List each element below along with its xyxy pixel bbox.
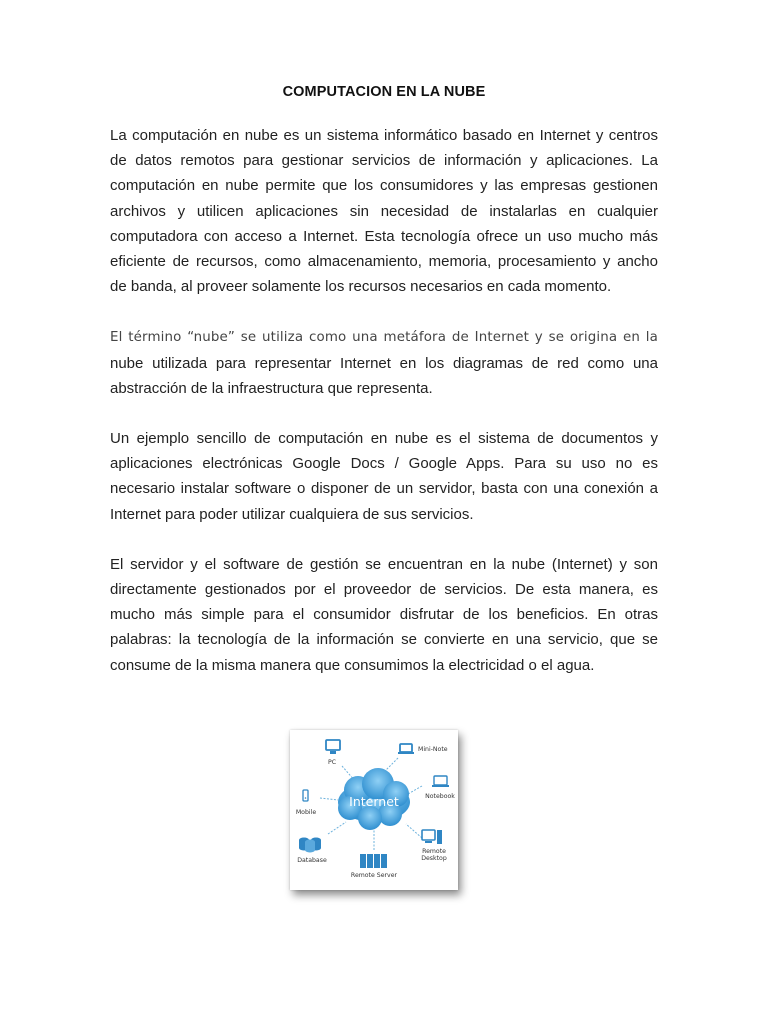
remote-desktop-label-line2: Desktop xyxy=(421,855,447,862)
mini-note-label: Mini-Note xyxy=(418,746,448,753)
paragraph-metaphor-rest: nube utilizada para representar Internet en los diagramas de red como una abstracción de la infraestructura que representa. xyxy=(110,354,658,397)
paragraph-example: Un ejemplo sencillo de computación en nube es el sistema de documentos y aplicaciones electrónicas Google Docs / Google Apps. Para su uso no es necesario instalar software o disponer de un servidor, basta con una conexión a Internet para poder utilizar cualquiera de sus servicios. xyxy=(110,430,658,523)
database-label: Database xyxy=(297,857,327,864)
internet-cloud xyxy=(338,768,410,830)
pc-label: PC xyxy=(327,759,337,766)
paragraph-server: El servidor y el software de gestión se encuentran en la nube (Internet) y son directamente gestionados por el proveedor de servicios. De esta manera, es mucho más simple para el consumidor disfrutar de los beneficios. En otras palabras: la tecnología de la información se convierte en una servicio, que se consume de la misma manera que consumimos la electricidad o el agua. xyxy=(110,555,658,674)
document-title: COMPUTACION EN LA NUBE xyxy=(282,84,486,100)
paragraph-metaphor-lead: El término “nube” se utiliza como una metáfora de Internet y se origina en la xyxy=(110,330,658,346)
mini-note-icon xyxy=(398,744,414,754)
notebook-icon xyxy=(432,776,449,787)
database-icon xyxy=(299,838,321,853)
cloud-label: Internet xyxy=(349,794,399,809)
remote-server-icon xyxy=(360,854,387,868)
pc-icon xyxy=(326,740,340,754)
cloud-diagram-figure xyxy=(290,730,458,890)
paragraph-metaphor xyxy=(110,324,658,401)
mobile-label: Mobile xyxy=(295,809,317,816)
notebook-label: Notebook xyxy=(425,793,455,800)
remote-server-label: Remote Server xyxy=(350,872,398,879)
remote-desktop-label-line1: Remote xyxy=(422,848,446,855)
remote-desktop-icon xyxy=(422,830,442,844)
mobile-icon xyxy=(303,790,308,801)
paragraph-definition: La computación en nube es un sistema informático basado en Internet y centros de datos remotos para gestionar servicios de información y aplicaciones. La computación en nube permite que los consumidores y las empresas gestionen archivos y utilicen aplicaciones sin necesidad de instalarlas en cualquier computadora con acceso a Internet. Esta tecnología ofrece un uso mucho más eficiente de recursos, como almacenamiento, memoria, procesamiento y ancho de banda, al proveer solamente los recursos necesarios en cada momento. xyxy=(110,127,658,296)
cloud-diagram xyxy=(290,730,458,890)
document-page xyxy=(110,84,658,703)
